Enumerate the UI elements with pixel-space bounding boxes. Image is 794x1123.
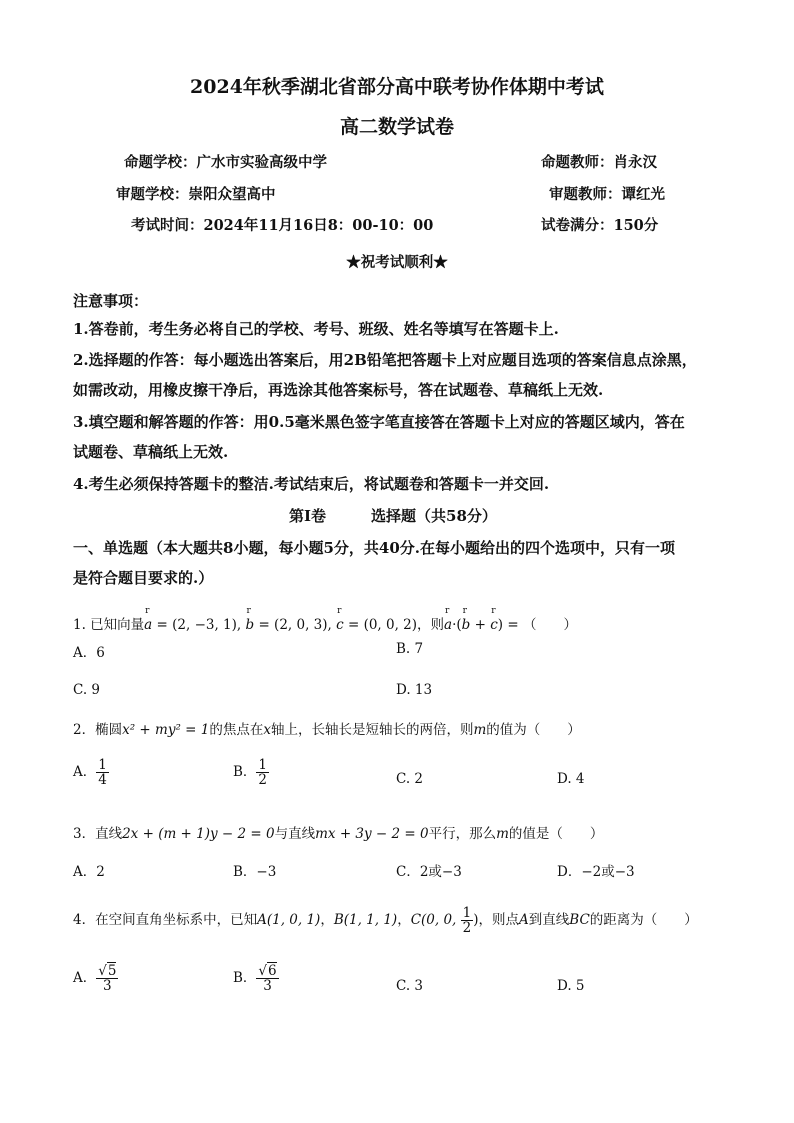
q3-option-c: C．2或−3 bbox=[396, 864, 462, 880]
q4-option-b-radicand: 6 bbox=[268, 963, 277, 979]
vector-a: r a bbox=[144, 617, 152, 633]
q1-option-d: D. 13 bbox=[396, 682, 433, 698]
q3-option-d: D．−2或−3 bbox=[557, 864, 635, 880]
q2-option-a-fraction bbox=[96, 758, 109, 787]
q2-prefix: 2．椭圆 bbox=[73, 722, 123, 738]
point-b: B(1, 1, 1) bbox=[333, 912, 398, 929]
q4-option-a-label: A． bbox=[73, 970, 97, 987]
expr-vector-b: r b bbox=[462, 617, 471, 633]
ellipse-equation: x² + my² = 1 bbox=[122, 722, 210, 738]
q3-suffix2: 的值是（ ） bbox=[508, 826, 604, 842]
notes-heading: 注意事项： bbox=[73, 292, 149, 310]
q2-option-b-fraction bbox=[256, 758, 269, 787]
q2-option-b-label: B． bbox=[233, 764, 257, 781]
q3-mid: 与直线 bbox=[274, 826, 316, 842]
q2-suffix2: 的值为（ ） bbox=[486, 722, 581, 738]
q4-suffix3: 的距离为（ ） bbox=[589, 912, 698, 929]
exam-title: 2024年秋季湖北省部分高中联考协作体期中考试 bbox=[190, 76, 604, 98]
q2-option-c: C. 2 bbox=[396, 771, 424, 787]
q4-suffix1: ，则点 bbox=[478, 912, 520, 929]
q4-option-a-numerator: √5 bbox=[98, 963, 117, 979]
q4-line-bc: BC bbox=[569, 912, 590, 929]
q4-point-a-ref: A bbox=[519, 912, 529, 929]
q1-b-value: = (2, 0, 3), bbox=[254, 617, 337, 633]
q4-option-b-label: B． bbox=[233, 970, 257, 987]
note-2-line1: 2.选择题的作答：每小题选出答案后，用2B铅笔把答题卡上对应题目选项的答案信息点涂黑， bbox=[73, 351, 697, 369]
line-equation-1: 2x + (m + 1)y − 2 = 0 bbox=[122, 826, 275, 842]
q2-option-a-label: A． bbox=[73, 764, 97, 781]
note-3-line1: 3.填空题和解答题的作答：用0.5毫米黑色签字笔直接答在答题卡上对应的答题区域内，答在 bbox=[73, 413, 685, 431]
question-1 bbox=[73, 613, 577, 633]
q1-option-c: C. 9 bbox=[73, 682, 101, 698]
line-equation-2: mx + 3y − 2 = 0 bbox=[315, 826, 429, 842]
q1-c-value: = (0, 0, 2) bbox=[343, 617, 418, 633]
q4-option-b bbox=[233, 964, 279, 993]
point-c-numerator: 1 bbox=[462, 905, 472, 921]
q3-option-a: A．2 bbox=[73, 864, 105, 880]
proposer-school: 命题学校：广水市实验高级中学 bbox=[124, 154, 327, 171]
question-2 bbox=[73, 718, 581, 738]
q2-mid: 的焦点在 bbox=[209, 722, 264, 738]
q4-option-c: C. 3 bbox=[396, 978, 424, 994]
q2-suffix1: 轴上，长轴长是短轴长的两倍，则 bbox=[270, 722, 474, 738]
point-c-post: ) bbox=[473, 912, 479, 929]
reviewer-teacher: 审题教师：谭红光 bbox=[549, 186, 665, 203]
question-4 bbox=[73, 906, 698, 935]
note-4: 4.考生必须保持答题卡的整洁.考试结束后，将试题卷和答题卡一并交回. bbox=[73, 475, 550, 493]
q1-then: ，则 bbox=[417, 617, 445, 633]
exam-subtitle: 高二数学试卷 bbox=[339, 116, 454, 138]
point-c-fraction bbox=[461, 906, 474, 935]
question-3 bbox=[73, 822, 603, 842]
q3-prefix: 3．直线 bbox=[73, 826, 123, 842]
q4-option-b-denominator: 3 bbox=[263, 978, 272, 995]
reviewer-school: 审题学校：崇阳众望高中 bbox=[116, 186, 276, 203]
q4-suffix2: 到直线 bbox=[528, 912, 570, 929]
q2-axis: x bbox=[263, 722, 271, 738]
q4-option-b-numerator: √6 bbox=[258, 963, 277, 979]
section-heading-line1: 一、单选题（本大题共8小题，每小题5分，共40分.在每小题给出的四个选项中，只有一项 bbox=[73, 539, 675, 557]
full-score: 试卷满分：150分 bbox=[541, 217, 659, 234]
q4-option-a bbox=[73, 964, 118, 993]
expr-vector-c: r c bbox=[490, 617, 498, 633]
vector-b: r b bbox=[246, 617, 255, 633]
point-a: A(1, 0, 1) bbox=[257, 912, 321, 929]
q4-option-a-denominator: 3 bbox=[103, 978, 112, 995]
q4-sep-1: ， bbox=[320, 912, 334, 929]
q1-option-b: B. 7 bbox=[396, 641, 424, 657]
q4-sep-2: ， bbox=[397, 912, 411, 929]
good-luck-wish: ★祝考试顺利★ bbox=[346, 254, 448, 271]
q3-suffix1: 平行，那么 bbox=[428, 826, 497, 842]
exam-time: 考试时间：2024年11月16日8：00-10：00 bbox=[131, 217, 434, 234]
part-name: 选择题（共58分） bbox=[371, 507, 497, 525]
vector-c: r c bbox=[336, 617, 344, 633]
q4-option-b-fraction bbox=[256, 964, 278, 993]
proposer-teacher: 命题教师：肖永汉 bbox=[541, 154, 657, 171]
q3-option-b: B．−3 bbox=[233, 864, 277, 880]
expr-dot: ·( bbox=[452, 617, 462, 633]
q4-option-a-radicand: 5 bbox=[107, 963, 117, 979]
q2-option-a-denominator: 4 bbox=[98, 772, 107, 789]
expr-vector-a: r a bbox=[444, 617, 452, 633]
section-heading-line2: 是符合题目要求的.） bbox=[73, 569, 214, 587]
q2-option-a bbox=[73, 758, 109, 787]
q4-option-d: D. 5 bbox=[557, 978, 585, 994]
q1-prefix: 1. 已知向量 bbox=[73, 617, 145, 633]
q2-option-b bbox=[233, 758, 269, 787]
note-3-line2: 试题卷、草稿纸上无效. bbox=[73, 443, 229, 461]
point-c-pre: C(0, 0, bbox=[410, 912, 461, 929]
note-1: 1.答卷前，考生务必将自己的学校、考号、班级、姓名等填写在答题卡上. bbox=[73, 320, 559, 338]
expr-plus: + bbox=[470, 617, 491, 633]
q4-option-a-fraction bbox=[96, 964, 118, 993]
q1-a-value: = (2, −3, 1), bbox=[152, 617, 246, 633]
q3-var: m bbox=[496, 826, 509, 842]
q2-option-d: D. 4 bbox=[557, 771, 585, 787]
q1-option-a: A．6 bbox=[73, 645, 105, 661]
q2-option-b-numerator: 1 bbox=[258, 757, 268, 773]
q2-var: m bbox=[473, 722, 487, 738]
expr-end: ) = （ ） bbox=[497, 617, 577, 633]
note-2-line2: 如需改动，用橡皮擦干净后，再选涂其他答案标号，答在试题卷、草稿纸上无效. bbox=[73, 381, 604, 399]
point-c-denominator: 2 bbox=[462, 920, 472, 937]
part-label: 第Ⅰ卷 bbox=[289, 507, 327, 525]
q4-prefix: 4．在空间直角坐标系中，已知 bbox=[73, 912, 258, 929]
q2-option-b-denominator: 2 bbox=[258, 772, 268, 789]
q2-option-a-numerator: 1 bbox=[98, 757, 107, 773]
